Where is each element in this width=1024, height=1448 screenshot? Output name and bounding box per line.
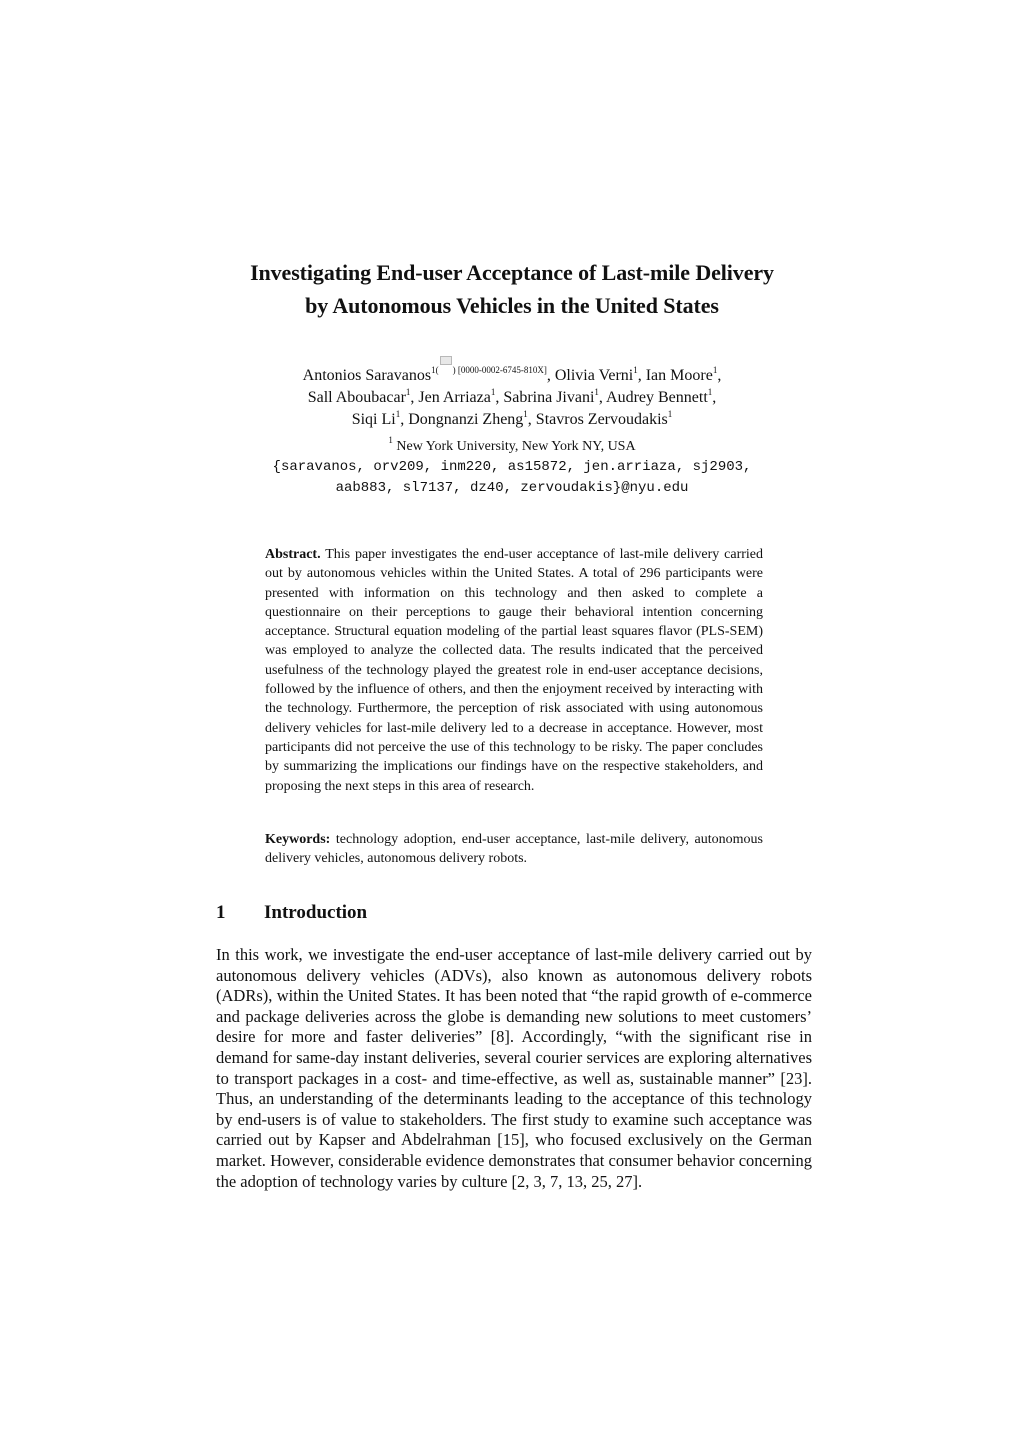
author-superscript: 1( ) [0000-0002-6745-810X]	[431, 365, 547, 375]
author-name: Antonios Saravanos	[302, 367, 432, 384]
author-line-3	[150, 409, 874, 431]
affiliation-text: New York University, New York NY, USA	[392, 439, 636, 454]
author-superscript: 1	[707, 387, 713, 397]
author-name: , Olivia Verni	[546, 367, 634, 384]
author-name: , Stavros Zervoudakis	[527, 411, 668, 428]
author-superscript: 1	[490, 387, 496, 397]
emails-line-1: {saravanos, orv209, inm220, as15872, jen.arriaza, sj2903,	[272, 459, 752, 475]
abstract-label: Abstract.	[265, 547, 321, 562]
author-superscript: 1	[633, 365, 638, 375]
author-superscript: 1	[523, 409, 528, 419]
author-name: Sall Aboubacar	[307, 389, 406, 406]
orcid-id: [0000-0002-6745-810X]	[457, 365, 547, 375]
abstract	[265, 545, 763, 796]
author-superscript: 1	[594, 387, 599, 397]
author-name: Siqi Li	[351, 411, 396, 428]
title-line-2: by Autonomous Vehicles in the United States	[305, 293, 719, 318]
envelope-icon	[440, 356, 452, 365]
section-heading	[216, 900, 367, 926]
author-name: , Ian Moore	[637, 367, 713, 384]
author-name: , Jen Arriaza	[410, 389, 491, 406]
author-list	[150, 356, 874, 431]
author-superscript: 1	[395, 409, 401, 419]
author-name: , Dongnanzi Zheng	[400, 411, 524, 428]
paper-title	[150, 256, 874, 322]
author-superscript: 1	[667, 409, 673, 419]
author-emails	[150, 457, 874, 499]
keywords	[265, 830, 763, 869]
abstract-text: This paper investigates the end-user acceptance of last-mile delivery carried out by autonomous vehicles within the United States. A total of 296 participants were presented with information on this technology and then asked to complete a questionnaire on their perceptions to gauge their behavioral intention concerning acceptance. Structural equation modeling of the partial least squares flavor (PLS-SEM) was employed to analyze the collected data. The results indicated that the perceived usefulness of the technology played the greatest role in end-user acceptance decisions, followed by the influence of others, and then the enjoyment received by interacting with the technology. Furthermore, the perception of risk associated with using autonomous delivery vehicles for last-mile delivery led to a decrease in acceptance. However, most participants did not perceive the use of this technology to be risky. The paper concludes by summarizing the implications our findings have on the respective stakeholders, and proposing the next steps in this area of research.	[265, 547, 763, 794]
affiliation	[150, 437, 874, 457]
title-line-1: Investigating End-user Acceptance of Last-mile Delivery	[250, 260, 774, 285]
author-superscript: 1	[405, 387, 411, 397]
intro-paragraph: In this work, we investigate the end-user acceptance of last-mile delivery carried out by autonomous delivery vehicles (ADVs), also known as autonomous delivery robots (ADRs), within the United States. It has been noted that “the rapid growth of e-commerce and package deliveries across the globe is demanding new solutions to meet customers’ desire for more and faster deliveries” [8]. Accordingly, “with the significant rise in demand for same-day instant deliveries, several courier services are exploring alternatives to transport packages in a cost- and time-effective, as well as, sustainable manner” [23]. Thus, an understanding of the determinants leading to the acceptance of this technology by end-users is of value to stakeholders. The first study to examine such acceptance was carried out by Kapser and Abdelrahman [15], who focused exclusively on the German market. However, considerable evidence demonstrates that consumer behavior concerning the adoption of technology varies by culture [2, 3, 7, 13, 25, 27].	[216, 945, 812, 1191]
author-name: , Sabrina Jivani	[495, 389, 595, 406]
author-superscript: 1	[712, 365, 718, 375]
section-title: Introduction	[264, 902, 368, 923]
emails-line-2: aab883, sl7137, dz40, zervoudakis}@nyu.edu	[335, 480, 689, 496]
keywords-label: Keywords:	[265, 832, 331, 847]
author-line-2: Sall Aboubacar$^1$, Jen Arriaza$^1$, Sabrina Jivani$^1$, Audrey Bennett$^1$,	[307, 387, 717, 406]
author-line-1: Antonios Saravanos$^{1( ) [0000-0002-6745-810X]}$, Olivia Verni$^1$, Ian Moore$^1$,	[150, 356, 874, 387]
keywords-text: technology adoption, end-user acceptance, last-mile delivery, autonomous delivery vehicles, autonomous delivery robots.	[265, 832, 763, 867]
section-number: 1	[216, 902, 226, 923]
affiliation-superscript: 1	[388, 435, 393, 445]
author-name: , Audrey Bennett	[598, 389, 708, 406]
